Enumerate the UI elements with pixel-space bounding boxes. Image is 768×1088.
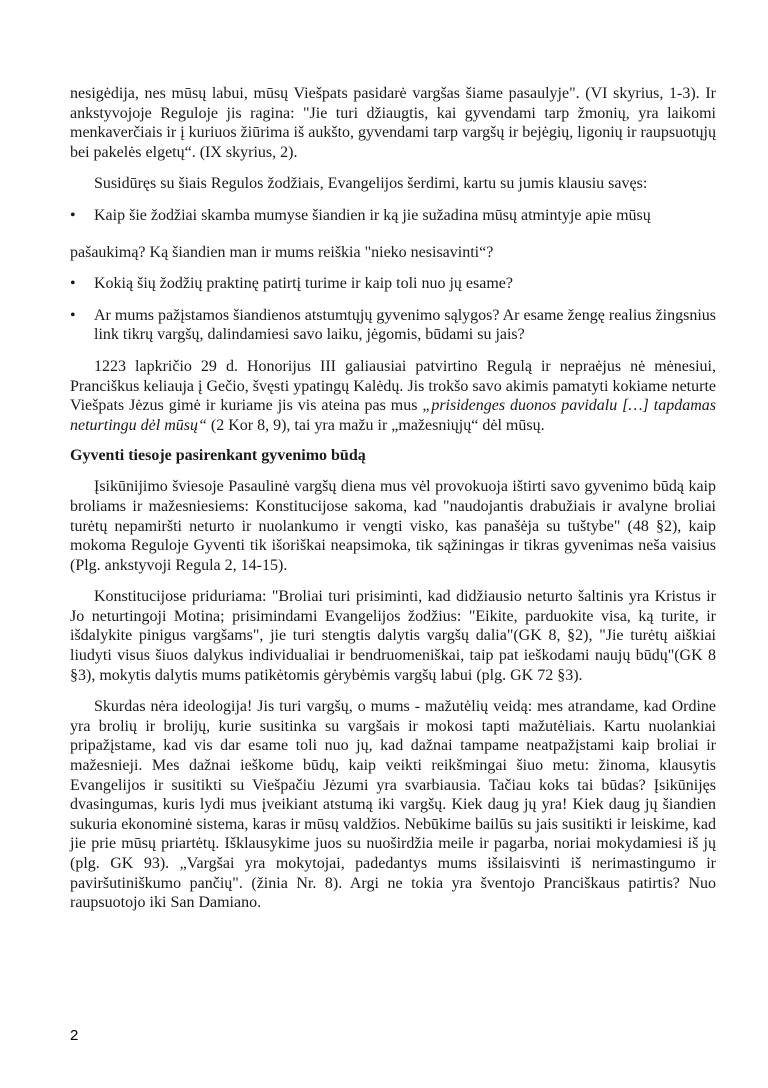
paragraph-6: Skurdas nėra ideologija! Jis turi vargšų, o mums - mažutėlių veidą: mes atrandame, kad Ordine yra brolių ir brolijų, kurie susitinka su vargšais ir mokosi tapti mažutėliais. Kartu nuolankiai pripažįstame, kad vis dar esame toli nuo jų, kad dažnai tampame neatpažįstami kaip broliai ir mažesnieji. Mes dažnai ieškome būdų, kaip veikti reikšmingai šiuo metu: žinoma, klausytis Evangelijos ir susitikti su Viešpačiu Jėzumi yra svarbiausia. Tačiau koks tai būdas? Įsikūnijęs dvasingumas, kuris lydi mus įveikiant atstumą iki vargšų. Kiek daug jų yra! Kiek daug jų šiandien sukuria ekonominė sistema, karas ir mūsų valdžios. Nebūkime bailūs su jais susitikti ir leiskime, kad jie prie mūsų priartėtų. Išklausykime juos su nuoširdžia meile ir pagarba, noriai mokydamiesi iš jų (plg. GK 93). „Vargšai yra mokytojai, padedantys mums išsilaisvinti iš nerimastingumo ir paviršutiniškumo pančių". (žinia Nr. 8). Argi ne tokia yra šventojo Pranciškaus patirtis? Nuo raupsuotojo iki San Damiano. bbox=[70, 698, 716, 912]
bullet-item-2 bbox=[70, 274, 716, 294]
paragraph-5: Konstitucijose priduriama: "Broliai turi prisiminti, kad didžiausio neturto šaltinis yra Kristus ir Jo neturtingoji Motina; prisimindami Evangelijos žodžius: "Eikite, parduokite visa, ką turite, ir išdalykite pinigus vargšams", jie turi stengtis dalytis vargšų dalia"(GK 8, §2), "Jie turėtų aiškiai liudyti visus šiuos dalykus individualiai ir bendruomeniškai, taip pat ieškodami naujų būdų"(GK 8 §3), mokytis dalytis mums patikėtomis gėrybėmis vargšų labui (plg. GK 72 §3). bbox=[70, 588, 716, 684]
paragraph-3-text-b: (2 Kor 8, 9), tai yra mažu ir „mažesniųjų“ dėl mūsų. bbox=[206, 416, 545, 434]
page-number: 2 bbox=[70, 1027, 79, 1044]
bullet-marker: • bbox=[70, 206, 76, 224]
bullet-text: Kaip šie žodžiai skamba mumyse šiandien ir ką jie sužadina mūsų atmintyje apie mūsų bbox=[94, 206, 651, 224]
bullet-marker: • bbox=[70, 306, 76, 324]
bullet-marker: • bbox=[70, 275, 76, 293]
document-page bbox=[70, 84, 716, 925]
bullet-item-3 bbox=[70, 306, 716, 345]
paragraph-3 bbox=[70, 357, 716, 435]
paragraph-2: Susidūręs su šiais Regulos žodžiais, Evangelijos šerdimi, kartu su jumis klausiu savęs: bbox=[94, 175, 648, 193]
bullet-text: Kokią šių žodžių praktinę patirtį turime ir kaip toli nuo jų esame? bbox=[94, 275, 513, 293]
paragraph-3-text-a: 1223 lapkričio 29 d. Honorijus III galiausiai patvirtino Regulą ir nepraėjus nė mėnesiui, Pranciškus keliauja į Gečio, švęsti ypatingų Kalėdų. Jis trokšo savo akimis pamatyti kokiame neturte Viešpats Jėzus gimė ir kuriame jis vis ateina pas mus bbox=[70, 357, 716, 415]
paragraph-1: nesigėdija, nes mūsų labui, mūsų Viešpats pasidarė vargšas šiame pasaulyje". (VI skyrius, 1-3). Ir ankstyvojoje Reguloje jis ragina: "Jie turi džiaugtis, kai gyvendami tarp žmonių, yra laikomi menkaverčiais ir į kuriuos žiūrima iš aukšto, gyvendami tarp vargšų ir bejėgių, ligonių ir raupsuotųjų bei pakelės elgetų“. (IX skyrius, 2). bbox=[70, 85, 716, 161]
bullet-text: Ar mums pažįstamos šiandienos atstumtųjų gyvenimo sąlygos? Ar esame žengę realius žingsnius link tikrų vargšų, dalindamiesi savo laiku, jėgomis, būdami su jais? bbox=[94, 306, 716, 344]
bullet-item-1 bbox=[70, 206, 716, 226]
paragraph-4: Įsikūnijimo šviesoje Pasaulinė vargšų diena mus vėl provokuoja ištirti savo gyvenimo būdą kaip broliams ir mažesniesiems: Konstitucijose sakoma, kad "naudojantis drabužiais ir avalyne broliai turėtų nepamiršti neturto ir nuolankumo ir vengti visko, kas panašėja su tuštybe" (48 §2), kaip mokoma Reguloje Gyventi tik išoriškai neapsimoka, tik sąžiningas ir tikras gyvenimas neša vaisius (Plg. ankstyvoji Regula 2, 14-15). bbox=[70, 478, 716, 574]
section-heading: Gyventi tiesoje pasirenkant gyvenimo būdą bbox=[70, 447, 366, 465]
paragraph-3-quote: „prisidenges duonos pavidalu […] tapdamas neturtingu dėl mūsų“ bbox=[70, 397, 716, 434]
bullet-1-continuation: pašaukimą? Ką šiandien man ir mums reiškia "nieko nesisavinti“? bbox=[70, 243, 494, 261]
